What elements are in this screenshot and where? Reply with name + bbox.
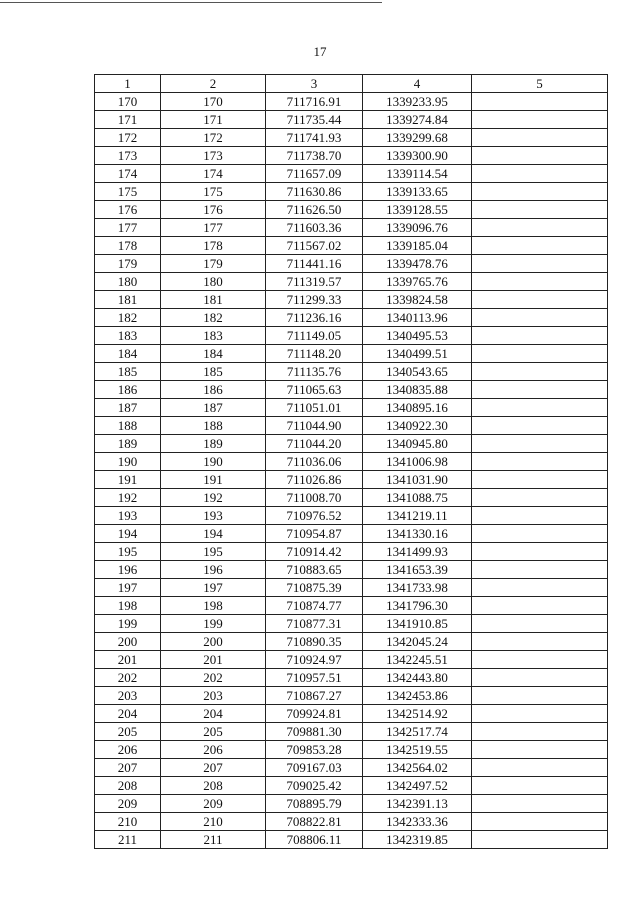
table-cell: 180 — [161, 273, 266, 291]
table-cell: 1341219.11 — [363, 507, 472, 525]
table-cell: 206 — [161, 741, 266, 759]
table-cell: 199 — [95, 615, 161, 633]
table-cell: 172 — [95, 129, 161, 147]
table-cell: 188 — [161, 417, 266, 435]
table-cell — [472, 759, 608, 777]
table-row — [95, 219, 608, 237]
table-cell: 200 — [161, 633, 266, 651]
table-cell: 1342564.02 — [363, 759, 472, 777]
table-cell: 711051.01 — [266, 399, 363, 417]
table-cell: 208 — [95, 777, 161, 795]
table-cell: 203 — [161, 687, 266, 705]
table-cell: 710867.27 — [266, 687, 363, 705]
table-row — [95, 777, 608, 795]
table-cell: 710954.87 — [266, 525, 363, 543]
table-row — [95, 111, 608, 129]
coordinates-table — [94, 74, 608, 849]
table-cell: 194 — [161, 525, 266, 543]
table-cell: 209 — [95, 795, 161, 813]
table-row — [95, 741, 608, 759]
table-cell: 187 — [161, 399, 266, 417]
table-cell: 204 — [95, 705, 161, 723]
table-cell: 711319.57 — [266, 273, 363, 291]
table-cell: 711065.63 — [266, 381, 363, 399]
table-cell: 1342319.85 — [363, 831, 472, 849]
table-cell: 1342497.52 — [363, 777, 472, 795]
table-cell — [472, 741, 608, 759]
table-row — [95, 363, 608, 381]
table-cell: 709167.03 — [266, 759, 363, 777]
table-cell: 207 — [95, 759, 161, 777]
table-cell: 711626.50 — [266, 201, 363, 219]
table-cell: 187 — [95, 399, 161, 417]
table-cell — [472, 417, 608, 435]
table-cell: 711026.86 — [266, 471, 363, 489]
table-cell: 195 — [95, 543, 161, 561]
table-cell: 211 — [161, 831, 266, 849]
table-cell — [472, 309, 608, 327]
table-cell — [472, 471, 608, 489]
table-cell — [472, 579, 608, 597]
table-row — [95, 399, 608, 417]
table-row — [95, 93, 608, 111]
table-cell: 710924.97 — [266, 651, 363, 669]
table-cell: 1339274.84 — [363, 111, 472, 129]
table-row — [95, 615, 608, 633]
table-row — [95, 255, 608, 273]
table-cell: 202 — [161, 669, 266, 687]
table-cell — [472, 723, 608, 741]
table-cell: 1342045.24 — [363, 633, 472, 651]
table-cell: 711657.09 — [266, 165, 363, 183]
table-cell: 178 — [161, 237, 266, 255]
table-cell — [472, 363, 608, 381]
table-cell — [472, 543, 608, 561]
table-cell: 709025.42 — [266, 777, 363, 795]
table-cell: 171 — [161, 111, 266, 129]
table-row — [95, 525, 608, 543]
table-cell: 195 — [161, 543, 266, 561]
table-cell — [472, 435, 608, 453]
table-cell — [472, 93, 608, 111]
table-cell: 1342333.36 — [363, 813, 472, 831]
table-cell: 210 — [161, 813, 266, 831]
table-cell: 190 — [95, 453, 161, 471]
table-cell — [472, 489, 608, 507]
table-row — [95, 831, 608, 849]
table-cell: 171 — [95, 111, 161, 129]
table-cell: 1340895.16 — [363, 399, 472, 417]
table-cell: 1339478.76 — [363, 255, 472, 273]
table-cell: 1341499.93 — [363, 543, 472, 561]
table-cell: 207 — [161, 759, 266, 777]
table-row — [95, 183, 608, 201]
table-cell: 710875.39 — [266, 579, 363, 597]
table-cell: 192 — [95, 489, 161, 507]
table-cell: 1341653.39 — [363, 561, 472, 579]
table-cell: 201 — [95, 651, 161, 669]
table-cell: 1339185.04 — [363, 237, 472, 255]
table-cell — [472, 147, 608, 165]
table-cell — [472, 669, 608, 687]
table-row — [95, 417, 608, 435]
table-cell: 1342514.92 — [363, 705, 472, 723]
table-cell: 1342519.55 — [363, 741, 472, 759]
table-cell — [472, 795, 608, 813]
table-cell: 211 — [95, 831, 161, 849]
table-row — [95, 147, 608, 165]
table-row — [95, 381, 608, 399]
table-cell: 197 — [95, 579, 161, 597]
table-cell: 186 — [161, 381, 266, 399]
table-row — [95, 129, 608, 147]
table-cell — [472, 633, 608, 651]
table-cell: 180 — [95, 273, 161, 291]
table-cell: 197 — [161, 579, 266, 597]
table-row — [95, 273, 608, 291]
table-cell: 1341006.98 — [363, 453, 472, 471]
table-cell: 184 — [95, 345, 161, 363]
table-cell: 1340922.30 — [363, 417, 472, 435]
table-cell — [472, 777, 608, 795]
table-cell: 196 — [161, 561, 266, 579]
table-cell: 203 — [95, 687, 161, 705]
table-cell: 201 — [161, 651, 266, 669]
table-cell: 200 — [95, 633, 161, 651]
table-row — [95, 201, 608, 219]
table-cell: 178 — [95, 237, 161, 255]
table-cell: 209 — [161, 795, 266, 813]
table-cell: 206 — [95, 741, 161, 759]
table-cell: 710874.77 — [266, 597, 363, 615]
header-row — [95, 75, 608, 93]
table-cell: 708822.81 — [266, 813, 363, 831]
table-cell: 1341330.16 — [363, 525, 472, 543]
table-cell: 1341031.90 — [363, 471, 472, 489]
table-cell — [472, 813, 608, 831]
table-cell — [472, 273, 608, 291]
table-cell: 711741.93 — [266, 129, 363, 147]
table-cell: 1342245.51 — [363, 651, 472, 669]
table-cell: 182 — [95, 309, 161, 327]
table-row — [95, 165, 608, 183]
table-cell — [472, 201, 608, 219]
table-row — [95, 795, 608, 813]
table-cell: 179 — [95, 255, 161, 273]
table-cell: 711044.90 — [266, 417, 363, 435]
table-cell: 176 — [95, 201, 161, 219]
table-cell — [472, 687, 608, 705]
table-cell: 710877.31 — [266, 615, 363, 633]
table-cell: 711630.86 — [266, 183, 363, 201]
table-cell — [472, 705, 608, 723]
table-cell: 194 — [95, 525, 161, 543]
table-cell: 709924.81 — [266, 705, 363, 723]
table-cell — [472, 597, 608, 615]
table-row — [95, 291, 608, 309]
table-cell: 184 — [161, 345, 266, 363]
table-cell: 191 — [161, 471, 266, 489]
table-row — [95, 471, 608, 489]
table-row — [95, 759, 608, 777]
table-cell: 711299.33 — [266, 291, 363, 309]
table-cell: 181 — [161, 291, 266, 309]
table-cell — [472, 255, 608, 273]
table-cell: 711008.70 — [266, 489, 363, 507]
table-cell — [472, 327, 608, 345]
table-cell — [472, 111, 608, 129]
table-cell: 711135.76 — [266, 363, 363, 381]
table-row — [95, 687, 608, 705]
table-cell — [472, 453, 608, 471]
table-cell: 709853.28 — [266, 741, 363, 759]
table-cell — [472, 615, 608, 633]
page-number: 17 — [313, 44, 327, 59]
table-cell — [472, 237, 608, 255]
table-row — [95, 669, 608, 687]
table-cell: 1340543.65 — [363, 363, 472, 381]
table-cell: 183 — [95, 327, 161, 345]
table-cell: 1341796.30 — [363, 597, 472, 615]
table-cell: 1342443.80 — [363, 669, 472, 687]
table-cell: 173 — [95, 147, 161, 165]
table-cell: 1341910.85 — [363, 615, 472, 633]
table-cell: 182 — [161, 309, 266, 327]
table-cell: 193 — [95, 507, 161, 525]
table-cell: 188 — [95, 417, 161, 435]
table-row — [95, 723, 608, 741]
table-cell: 710914.42 — [266, 543, 363, 561]
table-cell — [472, 507, 608, 525]
table-cell: 202 — [95, 669, 161, 687]
table-cell: 170 — [95, 93, 161, 111]
table-cell: 1339765.76 — [363, 273, 472, 291]
table-cell — [472, 165, 608, 183]
table-cell: 1342517.74 — [363, 723, 472, 741]
table-cell: 183 — [161, 327, 266, 345]
table-cell: 711036.06 — [266, 453, 363, 471]
column-header: 1 — [95, 75, 161, 93]
table-cell: 1339824.58 — [363, 291, 472, 309]
table-cell: 1339233.95 — [363, 93, 472, 111]
table-row — [95, 543, 608, 561]
table-cell: 1340499.51 — [363, 345, 472, 363]
table-cell: 708806.11 — [266, 831, 363, 849]
table-cell: 1339114.54 — [363, 165, 472, 183]
table-cell: 198 — [161, 597, 266, 615]
table-cell: 205 — [95, 723, 161, 741]
column-header: 5 — [472, 75, 608, 93]
table-cell: 179 — [161, 255, 266, 273]
table-cell: 708895.79 — [266, 795, 363, 813]
column-header: 4 — [363, 75, 472, 93]
table-cell — [472, 129, 608, 147]
table-row — [95, 633, 608, 651]
table-cell: 173 — [161, 147, 266, 165]
table-cell: 1341088.75 — [363, 489, 472, 507]
table-cell — [472, 291, 608, 309]
table-cell: 1340945.80 — [363, 435, 472, 453]
table-cell: 174 — [161, 165, 266, 183]
table-cell: 711149.05 — [266, 327, 363, 345]
table-cell — [472, 219, 608, 237]
table-row — [95, 579, 608, 597]
table-cell: 175 — [95, 183, 161, 201]
table-body — [95, 93, 608, 849]
table-row — [95, 345, 608, 363]
table-row — [95, 489, 608, 507]
table-row — [95, 561, 608, 579]
table-row — [95, 327, 608, 345]
table-cell: 176 — [161, 201, 266, 219]
table-cell — [472, 381, 608, 399]
table-cell: 710890.35 — [266, 633, 363, 651]
table-cell: 177 — [161, 219, 266, 237]
table-cell: 711716.91 — [266, 93, 363, 111]
table-row — [95, 705, 608, 723]
table-cell: 174 — [95, 165, 161, 183]
table-row — [95, 237, 608, 255]
table-cell: 710976.52 — [266, 507, 363, 525]
table-cell: 175 — [161, 183, 266, 201]
table-cell — [472, 525, 608, 543]
table-cell: 1340495.53 — [363, 327, 472, 345]
table-cell — [472, 183, 608, 201]
table-cell: 204 — [161, 705, 266, 723]
table-cell: 186 — [95, 381, 161, 399]
table-cell: 192 — [161, 489, 266, 507]
table-cell: 1340835.88 — [363, 381, 472, 399]
table-cell: 189 — [161, 435, 266, 453]
table-cell: 177 — [95, 219, 161, 237]
table-cell: 185 — [161, 363, 266, 381]
column-header: 3 — [266, 75, 363, 93]
table-cell: 1339096.76 — [363, 219, 472, 237]
table-cell: 189 — [95, 435, 161, 453]
table-cell: 711148.20 — [266, 345, 363, 363]
table-row — [95, 309, 608, 327]
table-cell: 185 — [95, 363, 161, 381]
table-cell: 710957.51 — [266, 669, 363, 687]
table-cell: 710883.65 — [266, 561, 363, 579]
table-cell — [472, 831, 608, 849]
table-cell: 1342453.86 — [363, 687, 472, 705]
table-cell: 172 — [161, 129, 266, 147]
table-cell: 198 — [95, 597, 161, 615]
table-cell — [472, 399, 608, 417]
table-cell: 196 — [95, 561, 161, 579]
table-cell: 190 — [161, 453, 266, 471]
table-cell: 193 — [161, 507, 266, 525]
table-cell: 1340113.96 — [363, 309, 472, 327]
table-cell: 711044.20 — [266, 435, 363, 453]
table-row — [95, 651, 608, 669]
table-cell: 170 — [161, 93, 266, 111]
table-row — [95, 813, 608, 831]
table-cell — [472, 345, 608, 363]
column-header: 2 — [161, 75, 266, 93]
table-cell — [472, 651, 608, 669]
table-cell: 181 — [95, 291, 161, 309]
table-row — [95, 507, 608, 525]
table-cell: 711735.44 — [266, 111, 363, 129]
table-row — [95, 597, 608, 615]
table-row — [95, 453, 608, 471]
table-cell: 1339128.55 — [363, 201, 472, 219]
table-row — [95, 435, 608, 453]
table-cell: 711603.36 — [266, 219, 363, 237]
table-cell: 1339299.68 — [363, 129, 472, 147]
table-cell: 1342391.13 — [363, 795, 472, 813]
table-cell: 709881.30 — [266, 723, 363, 741]
table-cell: 711441.16 — [266, 255, 363, 273]
table-cell: 711236.16 — [266, 309, 363, 327]
table-cell: 1341733.98 — [363, 579, 472, 597]
table-cell: 208 — [161, 777, 266, 795]
table-cell: 1339300.90 — [363, 147, 472, 165]
table-cell: 1339133.65 — [363, 183, 472, 201]
table-cell — [472, 561, 608, 579]
table-cell: 191 — [95, 471, 161, 489]
table-cell: 205 — [161, 723, 266, 741]
table-cell: 711738.70 — [266, 147, 363, 165]
table-cell: 199 — [161, 615, 266, 633]
top-rule — [0, 2, 382, 3]
table-cell: 711567.02 — [266, 237, 363, 255]
table-cell: 210 — [95, 813, 161, 831]
